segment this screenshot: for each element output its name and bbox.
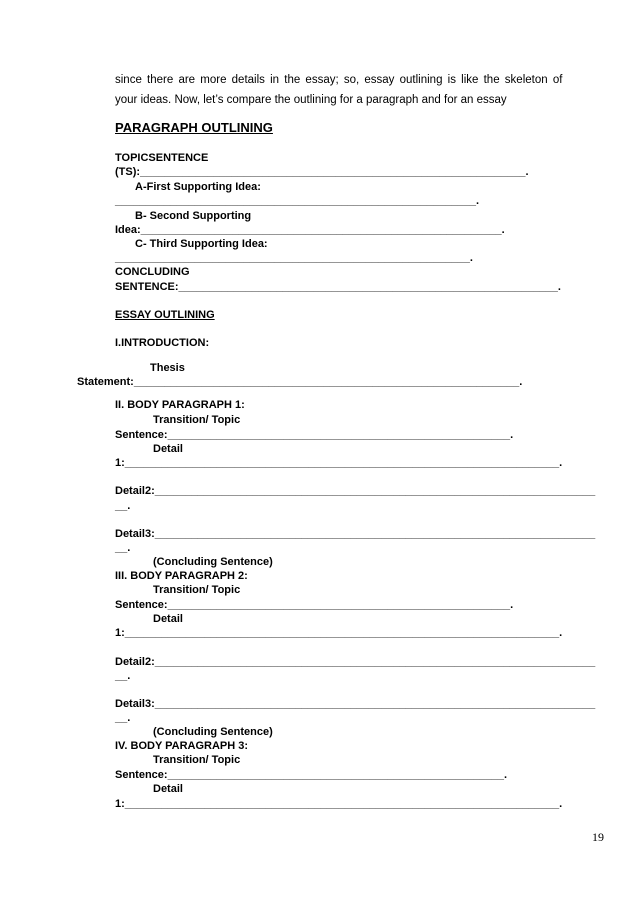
body-3-transition-label: Transition/ Topic <box>153 754 241 766</box>
body-2-detail-2-line: Detail2:________________________________________________________________________ <box>115 656 596 668</box>
concluding-label: CONCLUDING <box>115 266 190 278</box>
supporting-idea-a-line: ___________________________________________________________. <box>115 195 479 207</box>
body-3-sentence-line: Sentence:_______________________________________________________. <box>115 769 508 781</box>
essay-outlining-heading: ESSAY OUTLINING <box>115 309 215 321</box>
page-number: 19 <box>592 830 604 844</box>
body-2-transition-label: Transition/ Topic <box>153 584 241 596</box>
concluding-sentence-line: SENTENCE:______________________________________________________________. <box>115 281 561 293</box>
body-paragraph-3-label: IV. BODY PARAGRAPH 3: <box>115 740 249 752</box>
supporting-idea-b-label: B- Second Supporting <box>135 210 252 222</box>
body-2-detail-3-cont: __. <box>115 712 131 724</box>
body-1-detail-3-line: Detail3:________________________________________________________________________ <box>115 528 596 540</box>
body-3-detail-1-line: 1:_______________________________________________________________________. <box>115 798 563 810</box>
body-paragraph-2-label: III. BODY PARAGRAPH 2: <box>115 570 248 582</box>
thesis-statement-line: Statement:_______________________________________________________________. <box>77 376 523 388</box>
introduction-label: I.INTRODUCTION: <box>115 337 210 349</box>
topic-sentence-label: TOPICSENTENCE <box>115 152 209 164</box>
intro-line-2: your ideas. Now, let’s compare the outlining for a paragraph and for an essay <box>115 94 507 106</box>
body-2-detail-1-line: 1:_______________________________________________________________________. <box>115 627 563 639</box>
body-2-detail-3-line: Detail3:________________________________________________________________________ <box>115 698 596 710</box>
body-1-sentence-line: Sentence:________________________________________________________. <box>115 429 514 441</box>
supporting-idea-b-line: Idea:___________________________________________________________. <box>115 224 505 236</box>
body-1-concluding-label: (Concluding Sentence) <box>153 556 273 568</box>
body-2-detail-label: Detail <box>153 613 183 625</box>
body-1-detail-2-cont: __. <box>115 500 131 512</box>
paragraph-outlining-heading: PARAGRAPH OUTLINING <box>115 120 273 135</box>
thesis-label: Thesis <box>150 362 185 374</box>
supporting-idea-a-label: A-First Supporting Idea: <box>135 181 261 193</box>
body-3-detail-label: Detail <box>153 783 183 795</box>
supporting-idea-c-label: C- Third Supporting Idea: <box>135 238 268 250</box>
supporting-idea-c-line: __________________________________________________________. <box>115 252 473 264</box>
body-2-sentence-line: Sentence:________________________________________________________. <box>115 599 514 611</box>
body-2-concluding-label: (Concluding Sentence) <box>153 726 273 738</box>
intro-line-1: since there are more details in the essay; so, essay outlining is like the skeleton of <box>115 74 563 86</box>
body-1-detail-3-cont: __. <box>115 542 131 554</box>
body-1-detail-label: Detail <box>153 443 183 455</box>
body-1-detail-2-line: Detail2:________________________________________________________________________ <box>115 485 596 497</box>
body-1-transition-label: Transition/ Topic <box>153 414 241 426</box>
ts-line: (TS):_______________________________________________________________. <box>115 166 529 178</box>
body-2-detail-2-cont: __. <box>115 670 131 682</box>
body-paragraph-1-label: II. BODY PARAGRAPH 1: <box>115 399 245 411</box>
body-1-detail-1-line: 1:_______________________________________________________________________. <box>115 457 563 469</box>
